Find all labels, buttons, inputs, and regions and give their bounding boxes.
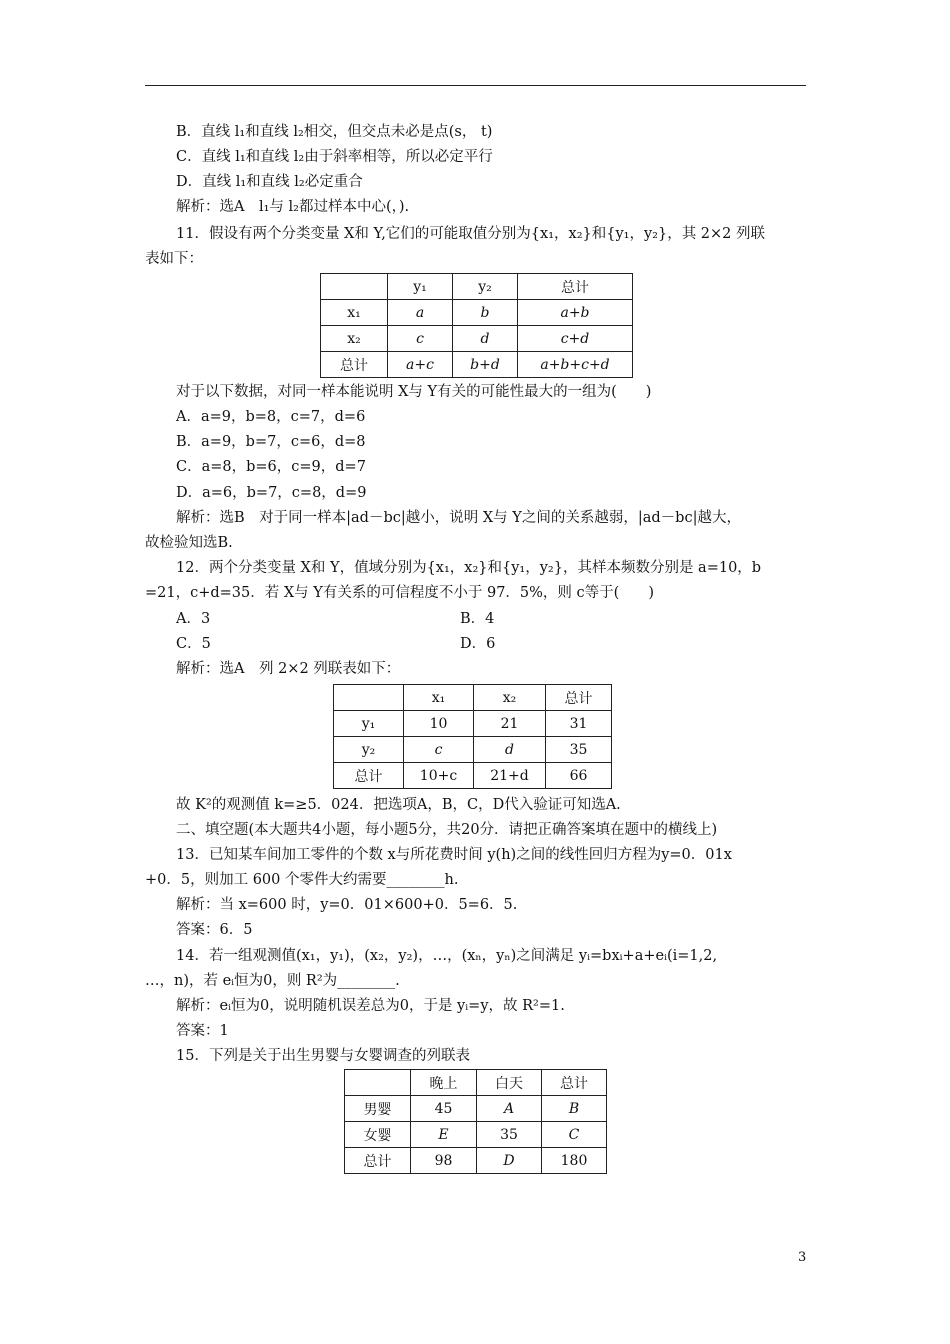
answer-11: 解析：选B 对于同一样本|ad－bc|越小，说明 X与 Y之间的关系越弱，|ad－bc|越大， [176,510,741,526]
question-13: 13．已知某车间加工零件的个数 x与所花费时间 y(h)之间的线性回归方程为y=0．01x [176,847,732,863]
question-11: 11．假设有两个分类变量 X和 Y,它们的可能取值分别为{x₁，x₂}和{y₁，y₂}，其 2×2 列联 [176,226,766,242]
table-row [321,300,633,326]
table-row [345,1148,607,1174]
table-cell: 98 [411,1148,477,1174]
table-cell [345,1070,411,1096]
table-cell: x₁ [321,300,388,326]
table-cell: A [477,1096,542,1122]
table-cell: a+b+c+d [518,352,633,378]
table-cell: y₂ [453,274,518,300]
table-cell: a+b [518,300,633,326]
table-cell: y₁ [388,274,453,300]
table-cell: b+d [453,352,518,378]
table-cell: 总计 [345,1148,411,1174]
option-b: B．4 [460,611,495,627]
result-14: 答案：1 [176,1023,229,1039]
question-12: 12．两个分类变量 X和 Y，值域分别为{x₁，x₂}和{y₁，y₂}，其样本频数分别是 a=10，b [176,560,762,576]
table-cell: y₂ [334,737,404,763]
table-cell: y₁ [334,711,404,737]
option-d: D．直线 l₁和直线 l₂必定重合 [176,174,363,190]
table-row [334,763,612,789]
table-cell: 10 [404,711,474,737]
table-cell: D [477,1148,542,1174]
table-cell: 66 [546,763,612,789]
table-cell: x₂ [474,685,546,711]
table-cell: c [388,326,453,352]
option-c: C．5 [176,636,211,652]
table-cell: C [542,1122,607,1148]
table-row [321,352,633,378]
table-cell: 总计 [334,763,404,789]
table-cell: 晚上 [411,1070,477,1096]
header-rule [145,85,806,86]
option-b: B．a=9，b=7，c=6，d=8 [176,434,366,450]
table-cell: a+c [388,352,453,378]
table-cell: 白天 [477,1070,542,1096]
table-cell: d [453,326,518,352]
table-cell: a [388,300,453,326]
result-13: 答案：6．5 [176,922,253,938]
table-cell: 总计 [542,1070,607,1096]
table-row [345,1096,607,1122]
table-cell [334,685,404,711]
contingency-table-15 [344,1069,607,1174]
option-b: B．直线 l₁和直线 l₂相交，但交点未必是点(s， t) [176,124,493,140]
question-14: 14．若一组观测值(x₁，y₁)，(x₂，y₂)，…，(xₙ，yₙ)之间满足 yᵢ=bxᵢ+a+eᵢ(i=1,2, [176,948,718,964]
table-cell: c [404,737,474,763]
option-d: D．a=6，b=7，c=8，d=9 [176,485,367,501]
option-a: A．3 [176,611,211,627]
table-cell: 31 [546,711,612,737]
table-cell: d [474,737,546,763]
table-row [345,1122,607,1148]
table-cell: 男婴 [345,1096,411,1122]
table-cell: x₂ [321,326,388,352]
question-13-cont: +0．5，则加工 600 个零件大约需要________h. [145,872,459,888]
option-c: C．a=8，b=6，c=9，d=7 [176,459,366,475]
section-heading: 二、填空题(本大题共4小题，每小题5分，共20分．请把正确答案填在题中的横线上) [176,822,718,838]
table-row [321,274,633,300]
question-12-cont: =21，c+d=35．若 X与 Y有关系的可信程度不小于 97．5%，则 c等于( ) [145,585,654,601]
table-cell: 35 [477,1122,542,1148]
contingency-table-11 [320,273,633,378]
question-14-cont: …，n)，若 eᵢ恒为0，则 R²为________. [145,973,400,989]
table-row [345,1070,607,1096]
answer-14: 解析：eᵢ恒为0，说明随机误差总为0，于是 yᵢ=y，故 R²=1. [176,998,565,1014]
page-number: 3 [798,1250,807,1265]
table-row [321,326,633,352]
table-cell: 总计 [546,685,612,711]
option-a: A．a=9，b=8，c=7，d=6 [176,409,366,425]
table-cell: 21 [474,711,546,737]
table-cell: 总计 [518,274,633,300]
table-cell: b [453,300,518,326]
answer-13: 解析：当 x=600 时，y=0．01×600+0．5=6．5. [176,897,518,913]
table-cell: c+d [518,326,633,352]
table-cell: 总计 [321,352,388,378]
table-cell: E [411,1122,477,1148]
table-cell: 180 [542,1148,607,1174]
table-cell [321,274,388,300]
question-11-ask: 对于以下数据，对同一样本能说明 X与 Y有关的可能性最大的一组为( ) [176,384,652,400]
question-15: 15．下列是关于出生男婴与女婴调查的列联表 [176,1048,470,1064]
contingency-table-12 [333,684,612,789]
table-cell: 女婴 [345,1122,411,1148]
table-cell: 45 [411,1096,477,1122]
question-11-cont: 表如下： [145,251,203,267]
answer-12-cont: 故 K²的观测值 k=≥5．024．把选项A，B，C，D代入验证可知选A. [176,797,621,813]
table-row [334,711,612,737]
answer-11-cont: 故检验知选B. [145,535,233,551]
table-cell: x₁ [404,685,474,711]
option-c: C．直线 l₁和直线 l₂由于斜率相等，所以必定平行 [176,149,493,165]
answer-12: 解析：选A 列 2×2 列联表如下： [176,661,401,677]
table-row [334,685,612,711]
table-cell: 35 [546,737,612,763]
table-row [334,737,612,763]
table-cell: 10+c [404,763,474,789]
option-d: D．6 [460,636,496,652]
answer-10: 解析：选A l₁与 l₂都过样本中心(，). [176,199,410,215]
table-cell: B [542,1096,607,1122]
table-cell: 21+d [474,763,546,789]
